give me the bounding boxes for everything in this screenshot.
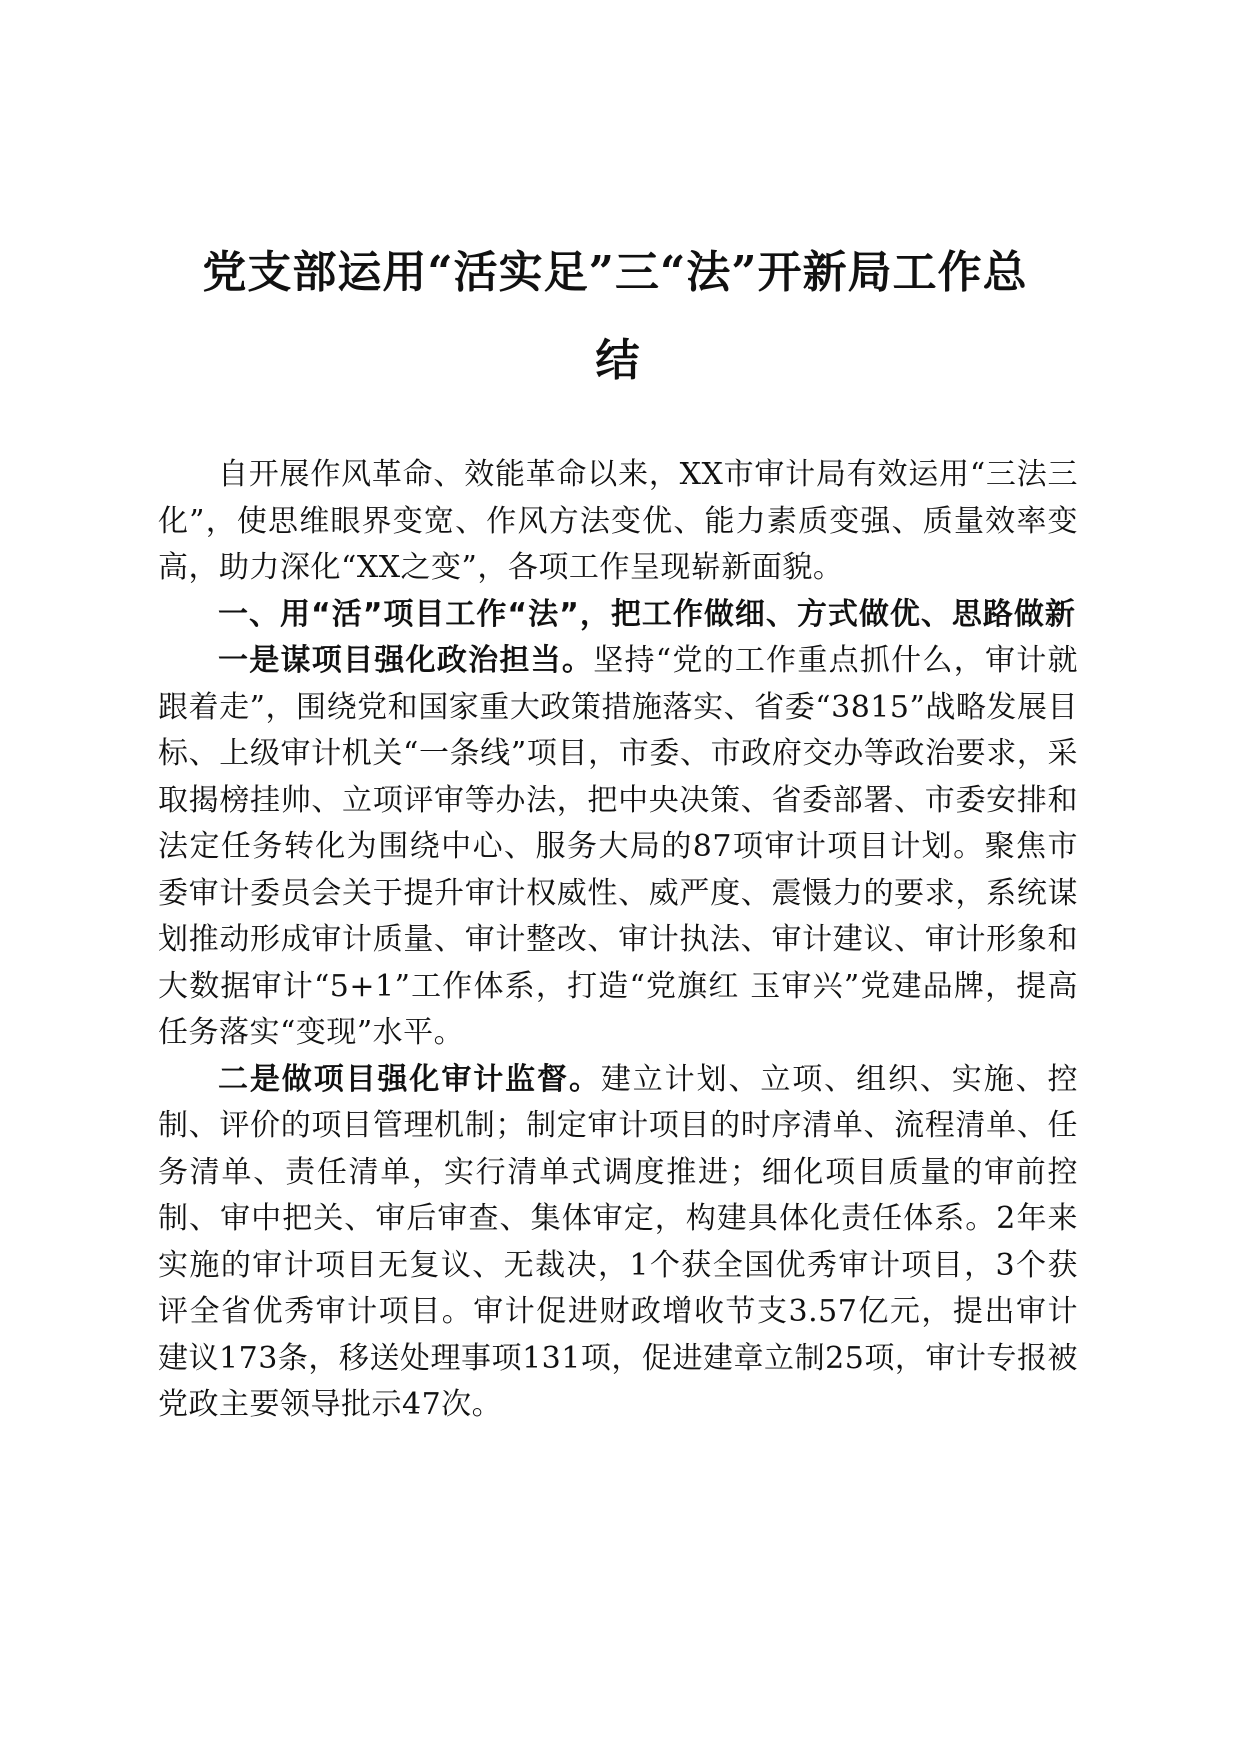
intro-paragraph: 自开展作风革命、效能革命以来，XX市审计局有效运用“三法三化”，使思维眼界变宽、作风方法变优、能力素质变强、质量效率变高，助力深化“XX之变”，各项工作呈现崭新面貌。 bbox=[158, 457, 1078, 585]
document-body bbox=[158, 452, 1078, 1429]
section-heading-1: 一、用“活”项目工作“法”，把工作做细、方式做优、思路做新 bbox=[218, 596, 1076, 632]
document-content bbox=[158, 240, 1078, 1429]
point-1-text: 坚持“党的工作重点抓什么，审计就跟着走”，围绕党和国家重大政策措施落实、省委“3815”战略发展目标、上级审计机关“一条线”项目，市委、市政府交办等政治要求，采取揭榜挂帅、立项评审等办法，把中央决策、省委部署、市委安排和法定任务转化为围绕中心、服务大局的87项审计项目计划。聚焦市委审计委员会关于提升审计权威性、威严度、震慑力的要求，系统谋划推动形成审计质量、审计整改、审计执法、审计建议、审计形象和大数据审计“5+1”工作体系，打造“党旗红 玉审兴”党建品牌，提高任务落实“变现”水平。 bbox=[158, 643, 1078, 1050]
point-2-paragraph bbox=[158, 1057, 1078, 1429]
point-2-lead: 二是做项目强化审计监督。 bbox=[218, 1061, 601, 1097]
point-2-text: 建立计划、立项、组织、实施、控制、评价的项目管理机制；制定审计项目的时序清单、流程清单、任务清单、责任清单，实行清单式调度推进；细化项目质量的审前控制、审中把关、审后审查、集体审定，构建具体化责任体系。2年来实施的审计项目无复议、无裁决，1个获全国优秀审计项目，3个获评全省优秀审计项目。审计促进财政增收节支3.57亿元，提出审计建议173条，移送处理事项131项，促进建章立制25项，审计专报被党政主要领导批示47次。 bbox=[158, 1061, 1079, 1422]
point-1-paragraph bbox=[158, 638, 1078, 1057]
title-line-1: 党支部运用“活实足”三“法”开新局工作总 bbox=[202, 247, 1028, 298]
point-1-lead: 一是谋项目强化政治担当。 bbox=[218, 643, 594, 678]
document-title bbox=[158, 240, 1078, 394]
title-line-2: 结 bbox=[595, 335, 641, 386]
